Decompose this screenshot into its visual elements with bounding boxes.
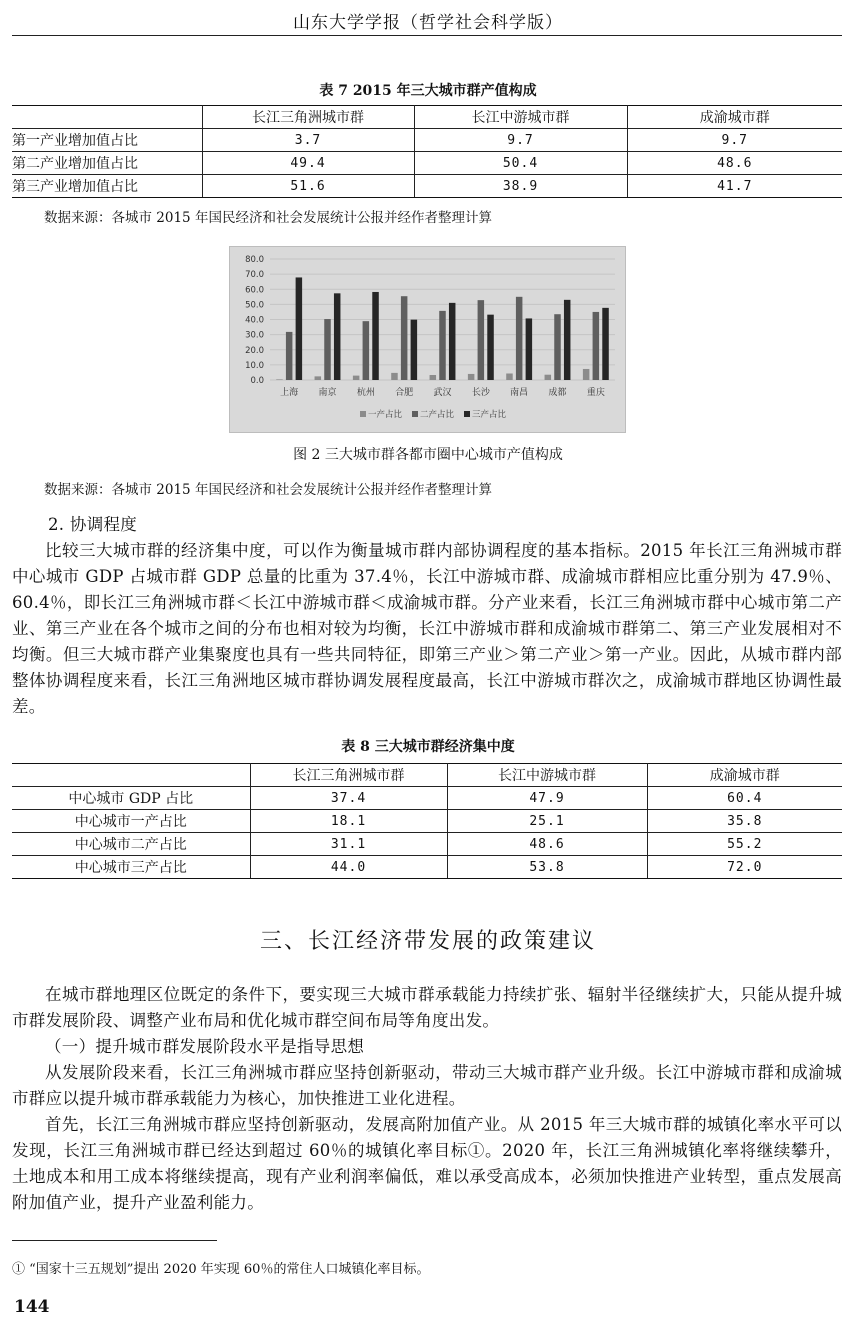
table7-header-row [12, 106, 842, 129]
bar [545, 375, 552, 380]
x-tick-label: 南京 [318, 388, 337, 398]
table8-cell: 31.1 [250, 833, 447, 856]
x-tick-label: 武汉 [433, 388, 452, 398]
header-rule [12, 35, 842, 36]
table8-cell: 55.2 [647, 833, 842, 856]
table8-row-label: 中心城市 GDP 占比 [12, 787, 250, 810]
bar [554, 314, 561, 380]
table8-row-label: 中心城市三产占比 [12, 856, 250, 879]
y-tick-label: 30.0 [245, 330, 264, 341]
x-tick-label: 上海 [280, 388, 299, 398]
table8-cell: 25.1 [447, 810, 647, 833]
table-row [12, 810, 842, 833]
table-row [12, 833, 842, 856]
bar [478, 300, 485, 380]
x-tick-label: 杭州 [356, 388, 375, 398]
table8-cell: 35.8 [647, 810, 842, 833]
table8-corner [12, 764, 250, 787]
table7-col-header: 长江中游城市群 [414, 106, 627, 129]
y-tick-label: 20.0 [245, 345, 264, 356]
section3-subheading: （一）提升城市群发展阶段水平是指导思想 [45, 1037, 365, 1056]
x-tick-label: 长沙 [471, 388, 490, 398]
table-row [12, 787, 842, 810]
table7-row-label: 第三产业增加值占比 [12, 175, 202, 198]
table7-caption: 表 7 2015 年三大城市群产值构成 [319, 83, 537, 99]
bar [276, 379, 283, 380]
y-tick-label: 50.0 [245, 300, 264, 311]
x-tick-label: 合肥 [395, 388, 414, 398]
table8-cell: 44.0 [250, 856, 447, 879]
table8-cell: 48.6 [447, 833, 647, 856]
section2-body [12, 512, 842, 720]
bar [363, 321, 370, 380]
table7-cell: 51.6 [202, 175, 414, 198]
table7-cell: 50.4 [414, 152, 627, 175]
bar-chart-svg [230, 247, 625, 432]
figure2-caption: 图 2 三大城市群各都市圈中心城市产值构成 [293, 447, 563, 463]
bar [583, 369, 590, 380]
page-number: 144 [14, 1297, 50, 1317]
bar [430, 375, 437, 380]
footnote: ① “国家十三五规划”提出 2020 年实现 60％的常住人口城镇化率目标。 [12, 1262, 430, 1277]
bar [487, 315, 494, 380]
y-tick-label: 10.0 [245, 360, 264, 371]
table7-row-label: 第二产业增加值占比 [12, 152, 202, 175]
y-tick-label: 40.0 [245, 315, 264, 326]
bar [324, 319, 331, 380]
bar [372, 292, 379, 380]
table7-cell: 41.7 [627, 175, 842, 198]
bar [315, 376, 322, 380]
section3-title: 三、长江经济带发展的政策建议 [259, 929, 596, 954]
table8-caption: 表 8 三大城市群经济集中度 [341, 739, 515, 755]
figure2-chart [229, 246, 626, 433]
section3-body [12, 982, 842, 1216]
table-row [12, 129, 842, 152]
y-tick-label: 60.0 [245, 285, 264, 296]
table8-cell: 37.4 [250, 787, 447, 810]
bar [506, 373, 513, 380]
bar [296, 277, 303, 380]
section2-heading: 2. 协调程度 [48, 515, 138, 534]
bar [286, 332, 293, 380]
bar [468, 374, 475, 380]
legend-label: 三产占比 [472, 410, 507, 420]
bar [401, 296, 408, 380]
table7-cell: 38.9 [414, 175, 627, 198]
table-row [12, 856, 842, 879]
legend-swatch [464, 411, 470, 417]
bar [449, 303, 456, 380]
table7-cell: 9.7 [414, 129, 627, 152]
table7-cell: 9.7 [627, 129, 842, 152]
table7-corner [12, 106, 202, 129]
table7-row-label: 第一产业增加值占比 [12, 129, 202, 152]
table7-cell: 48.6 [627, 152, 842, 175]
legend-label: 一产占比 [368, 410, 403, 420]
bar [526, 318, 533, 380]
figure2-source: 数据来源：各城市 2015 年国民经济和社会发展统计公报并经作者整理计算 [44, 482, 492, 498]
bar [593, 312, 600, 380]
legend-swatch [412, 411, 418, 417]
table8-col-header: 长江三角洲城市群 [250, 764, 447, 787]
bar [564, 300, 571, 380]
x-tick-label: 重庆 [586, 388, 605, 398]
table7-cell: 3.7 [202, 129, 414, 152]
journal-title: 山东大学学报（哲学社会科学版） [293, 13, 563, 33]
table8-cell: 60.4 [647, 787, 842, 810]
table7 [12, 105, 842, 198]
table7-col-header: 成渝城市群 [627, 106, 842, 129]
y-tick-label: 0.0 [250, 376, 264, 386]
table8 [12, 763, 842, 879]
legend-swatch [360, 411, 366, 417]
section3-paragraph: 从发展阶段来看，长江三角洲城市群应坚持创新驱动，带动三大城市群产业升级。长江中游城市群和成渝城市群应以提升城市群承载能力为核心，加快推进工业化进程。 [12, 1063, 842, 1108]
legend-label: 二产占比 [420, 410, 455, 420]
footnote-rule [12, 1240, 217, 1241]
table7-cell: 49.4 [202, 152, 414, 175]
bar [602, 308, 609, 380]
table-row [12, 152, 842, 175]
table8-cell: 53.8 [447, 856, 647, 879]
table8-header-row [12, 764, 842, 787]
y-tick-label: 70.0 [245, 270, 264, 281]
table8-cell: 47.9 [447, 787, 647, 810]
bar [334, 293, 341, 380]
y-tick-label: 80.0 [245, 255, 264, 265]
table8-col-header: 长江中游城市群 [447, 764, 647, 787]
table7-source: 数据来源：各城市 2015 年国民经济和社会发展统计公报并经作者整理计算 [44, 210, 492, 226]
table8-row-label: 中心城市二产占比 [12, 833, 250, 856]
bar [439, 311, 446, 380]
table8-col-header: 成渝城市群 [647, 764, 842, 787]
table7-col-header: 长江三角洲城市群 [202, 106, 414, 129]
table-row [12, 175, 842, 198]
table8-cell: 18.1 [250, 810, 447, 833]
table8-cell: 72.0 [647, 856, 842, 879]
x-tick-label: 南昌 [510, 388, 529, 398]
x-tick-label: 成都 [548, 388, 567, 398]
bar [391, 373, 398, 380]
section2-paragraph: 比较三大城市群的经济集中度，可以作为衡量城市群内部协调程度的基本指标。2015 年长江三角洲城市群中心城市 GDP 占城市群 GDP 总量的比重为 37.4％，长江中游城市群、成渝城市群相应比重分别为 47.9％、60.4％，即长江三角洲城市群＜长江中游城市群＜成渝城市群。分产业来看，长江三角洲城市群中心城市第二产业、第三产业在各个城市之间的分布也相对较为均衡，长江中游城市群和成渝城市群第二、第三产业发展相对不均衡。但三大城市群产业集聚度也具有一些共同特征，即第三产业＞第二产业＞第一产业。因此，从城市群内部整体协调程度来看，长江三角洲地区城市群协调发展程度最高，长江中游城市群次之，成渝城市群地区协调性最差。 [12, 541, 842, 716]
section3-intro: 在城市群地理区位既定的条件下，要实现三大城市群承载能力持续扩张、辐射半径继续扩大，只能从提升城市群发展阶段、调整产业布局和优化城市群空间布局等角度出发。 [12, 985, 842, 1030]
section3-paragraph: 首先，长江三角洲城市群应坚持创新驱动，发展高附加值产业。从 2015 年三大城市群的城镇化率水平可以发现，长江三角洲城市群已经达到超过 60％的城镇化率目标①。2020 年，长江三角洲城镇化率将继续攀升，土地成本和用工成本将继续提高，现有产业利润率偏低，难以承受高成本，必须加快推进产业转型，重点发展高附加值产业，提升产业盈利能力。 [12, 1115, 842, 1212]
bar [516, 297, 523, 380]
bar [353, 376, 360, 380]
table8-row-label: 中心城市一产占比 [12, 810, 250, 833]
bar [411, 320, 418, 380]
